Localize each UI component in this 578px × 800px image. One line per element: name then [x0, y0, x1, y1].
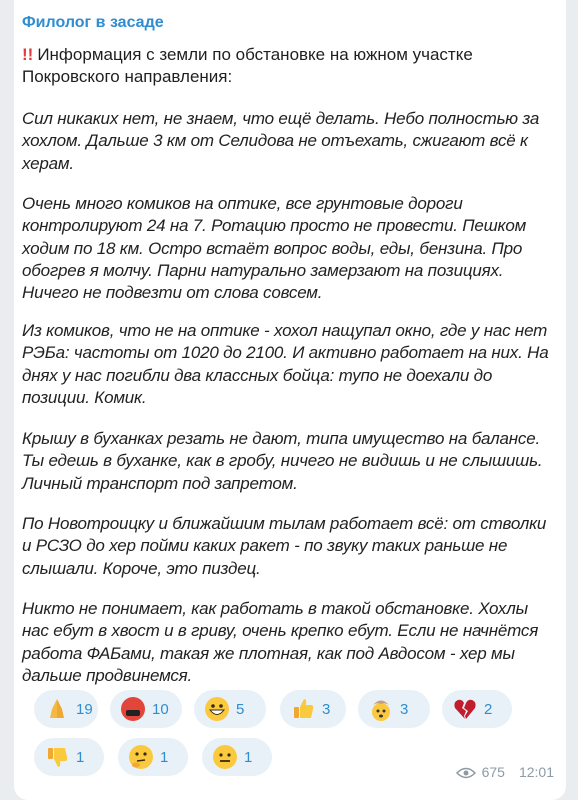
reaction-folded-hands[interactable]: 19 [34, 690, 98, 728]
paragraph-1: Сил никаких нет, не знаем, что ещё делать. Небо полностью за хохлом. Дальше 3 км от Селидова не отъехать, сжигают всё к херам. [22, 109, 540, 173]
thinking-face-icon [128, 744, 154, 770]
reaction-thumbs-down[interactable]: 1 [34, 738, 104, 776]
chat-background-right [566, 0, 578, 800]
thumbs-up-icon [290, 696, 316, 722]
folded-hands-icon [44, 696, 70, 722]
post-time: 12:01 [518, 764, 554, 780]
broken-heart-icon [452, 696, 478, 722]
reaction-exploding-head[interactable]: 3 [358, 690, 430, 728]
views-count: 675 [481, 764, 505, 780]
chat-background-left [0, 0, 14, 800]
channel-name[interactable]: Филолог в засаде [22, 14, 164, 31]
reaction-swearing-face[interactable]: 10 [110, 690, 182, 728]
thumbs-down-icon [44, 744, 70, 770]
reaction-thinking-face[interactable]: 1 [118, 738, 188, 776]
headline-text: Информация с земли по обстановке на южном участке Покровского направления: [22, 45, 473, 86]
neutral-face-icon [212, 744, 238, 770]
views-eye-icon [456, 766, 476, 778]
post-headline [22, 44, 542, 88]
reaction-thumbs-up[interactable]: 3 [280, 690, 346, 728]
post-meta [456, 764, 554, 780]
reaction-broken-heart[interactable]: 2 [442, 690, 512, 728]
paragraph-5: По Новотроицку и ближайшим тылам работает всё: от стволки и РСЗО до хер пойми каких ракет - по звуку таких раньше не слышали. Короче, это пиздец. [22, 514, 547, 578]
paragraph-6: Никто не понимает, как работать в такой обстановке. Хохлы нас ебут в хвост и в гриву, очень крепко ебут. Если не начнётся работа ФАБами, такая же плотная, как под Авдосом - хер мы дальше продвинемся. [22, 599, 539, 685]
paragraph-4: Крышу в буханках резать не дают, типа имущество на балансе. Ты едешь в буханке, как в гробу, ничего не видишь и не слышишь. Личный транспорт под запретом. [22, 429, 543, 493]
reaction-neutral-face[interactable]: 1 [202, 738, 272, 776]
paragraph-3: Из комиков, что не на оптике - хохол нащупал окно, где у нас нет РЭБа: частоты от 1020 до 2100. И активно работает на них. На днях у нас погибли два классных бойца: тупо не доехали до позиции. Комик. [22, 321, 549, 407]
grinning-face-icon [204, 696, 230, 722]
reaction-grinning-face[interactable]: 5 [194, 690, 266, 728]
exploding-head-icon [368, 696, 394, 722]
swearing-face-icon [120, 696, 146, 722]
alert-mark-icon: !! [22, 45, 34, 64]
paragraph-2: Очень много комиков на оптике, все грунтовые дороги контролируют 24 на 7. Ротацию просто не провести. Пешком ходим по 18 км. Остро встаёт вопрос воды, еды, бензина. Про обогрев я молчу. Парни натурально замерзают на позициях. Ничего не подвезти от слова совсем. [22, 194, 527, 303]
